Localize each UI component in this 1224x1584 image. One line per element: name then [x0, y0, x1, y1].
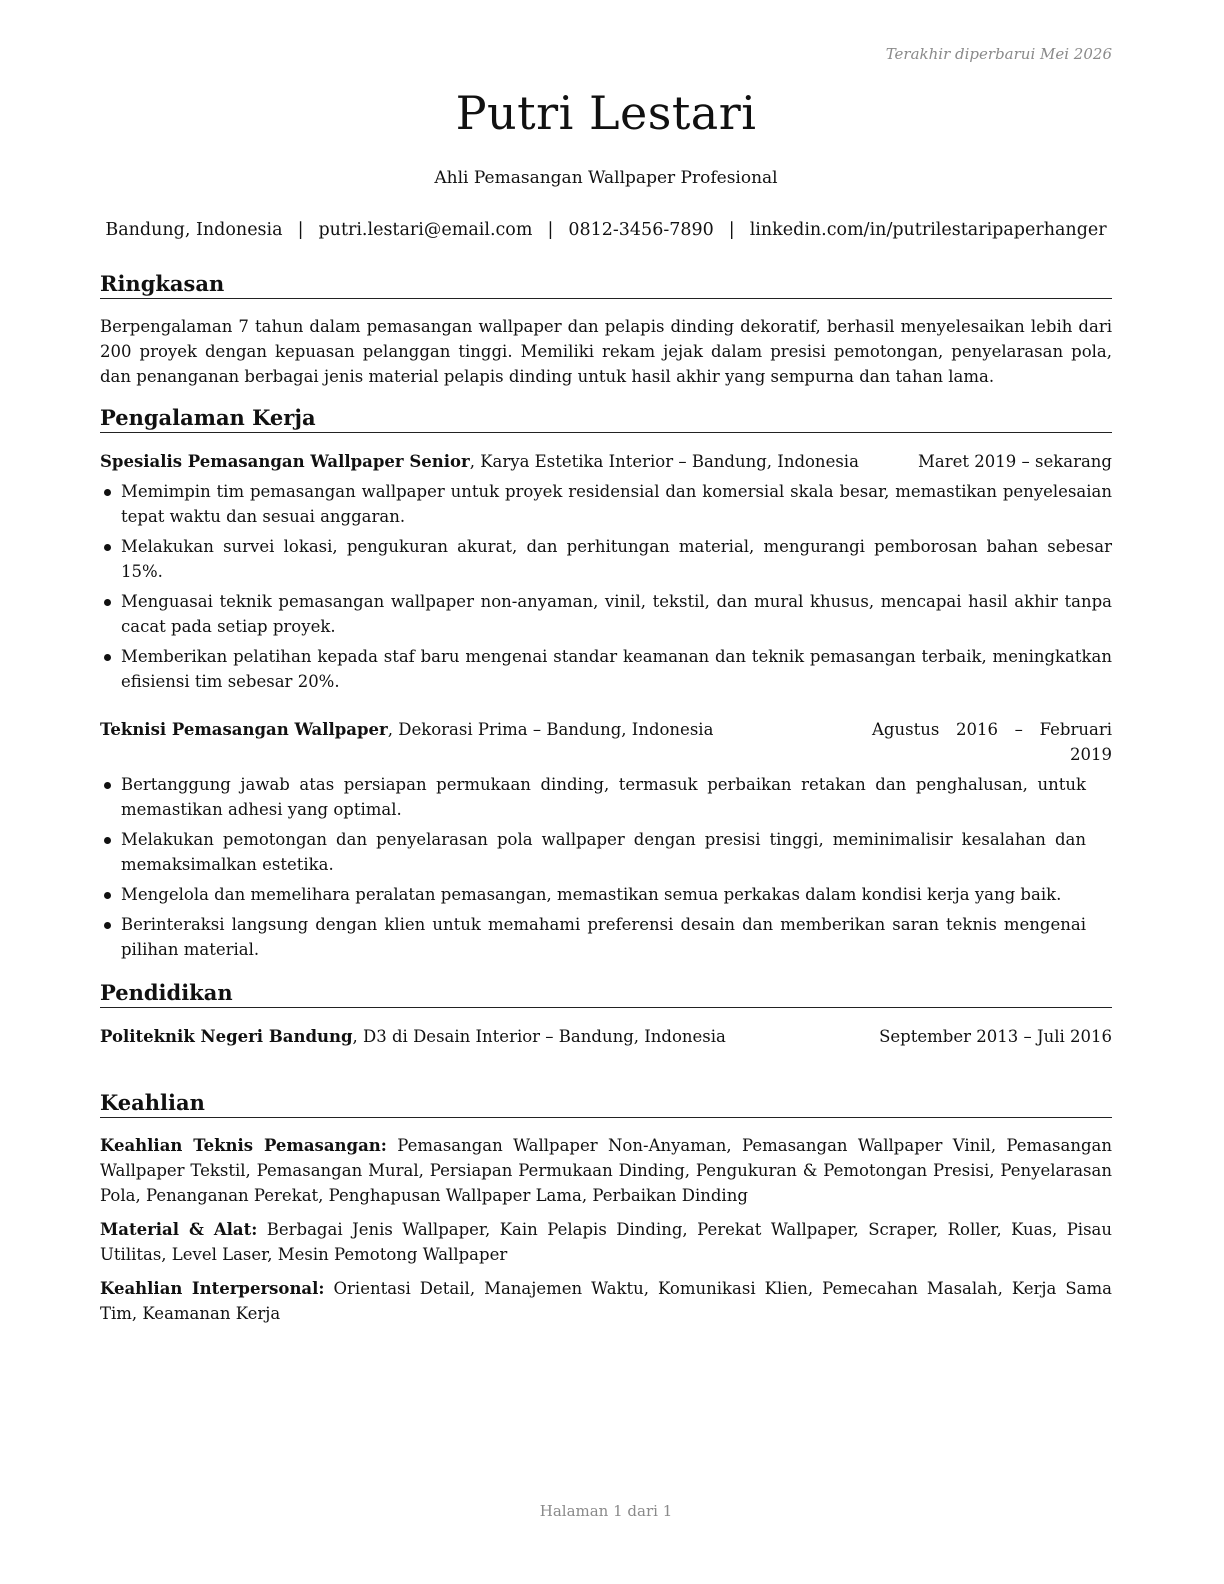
bullet-icon	[104, 922, 111, 929]
education-detail: , D3 di Desain Interior – Bandung, Indonesia	[352, 1027, 726, 1046]
skills-heading: Keahlian	[100, 1090, 1112, 1118]
contact-separator: |	[728, 220, 735, 240]
summary-heading: Ringkasan	[100, 271, 1112, 299]
bullet-text: Mengelola dan memelihara peralatan pemasangan, memastikan semua perkakas dalam kondisi kerja yang baik.	[121, 885, 1062, 904]
job-header	[100, 717, 1112, 764]
resume-page	[100, 0, 1112, 1584]
contact-line	[100, 220, 1112, 240]
bullet-text: Melakukan survei lokasi, pengukuran akurat, dan perhitungan material, mengurangi pemborosan bahan sebesar 15%.	[121, 537, 1112, 581]
job-company: , Karya Estetika Interior – Bandung, Indonesia	[469, 452, 859, 471]
job-header	[100, 449, 1112, 474]
bullet-text: Berinteraksi langsung dengan klien untuk memahami preferensi desain dan memberikan saran teknis mengenai pilihan material.	[121, 915, 1086, 959]
bullet-icon	[104, 599, 111, 606]
education-entry	[100, 1024, 1112, 1049]
skill-group-label: Material & Alat:	[100, 1220, 258, 1239]
job-bullet	[100, 534, 1112, 584]
education-heading: Pendidikan	[100, 980, 1112, 1008]
job-bullets	[100, 479, 1112, 699]
job-bullet	[100, 772, 1086, 822]
bullet-text: Menguasai teknik pemasangan wallpaper non-anyaman, vinil, tekstil, dan mural khusus, mencapai hasil akhir tanpa cacat pada setiap proyek.	[121, 592, 1112, 636]
contact-separator: |	[297, 220, 304, 240]
skill-group	[100, 1217, 1112, 1267]
bullet-text: Memberikan pelatihan kepada staf baru mengenai standar keamanan dan teknik pemasangan terbaik, meningkatkan efisiensi tim sebesar 20%.	[121, 647, 1112, 691]
job-bullet	[100, 644, 1112, 694]
skill-group-text: Orientasi Detail, Manajemen Waktu, Komunikasi Klien, Pemecahan Masalah, Kerja Sama Tim, Keamanan Kerja	[100, 1279, 1112, 1323]
bullet-icon	[104, 782, 111, 789]
summary-text: Berpengalaman 7 tahun dalam pemasangan wallpaper dan pelapis dinding dekoratif, berhasil menyelesaikan lebih dari 200 proyek dengan kepuasan pelanggan tinggi. Memiliki rekam jejak dalam presisi pemotongan, penyelarasan pola, dan penanganan berbagai jenis material pelapis dinding untuk hasil akhir yang sempurna dan tahan lama.	[100, 317, 1112, 386]
bullet-text: Bertanggung jawab atas persiapan permukaan dinding, termasuk perbaikan retakan dan penghalusan, untuk memastikan adhesi yang optimal.	[121, 775, 1086, 819]
page-footer: Halaman 1 dari 1	[539, 1502, 673, 1520]
skill-group	[100, 1133, 1112, 1208]
job-bullet	[100, 912, 1086, 962]
bullet-text: Melakukan pemotongan dan penyelarasan pola wallpaper dengan presisi tinggi, meminimalisir kesalahan dan memaksimalkan estetika.	[121, 830, 1086, 874]
job-bullet	[100, 882, 1086, 907]
job-bullet	[100, 589, 1112, 639]
contact-phone: 0812-3456-7890	[568, 220, 714, 240]
bullet-text: Memimpin tim pemasangan wallpaper untuk proyek residensial dan komersial skala besar, memastikan penyelesaian tepat waktu dan sesuai anggaran.	[121, 482, 1112, 526]
job-role: Spesialis Pemasangan Wallpaper Senior	[100, 452, 470, 471]
job-dates: Maret 2019 – sekarang	[918, 452, 1112, 471]
skill-group-text: Pemasangan Wallpaper Non-Anyaman, Pemasangan Wallpaper Vinil, Pemasangan Wallpaper Tekstil, Pemasangan Mural, Persiapan Permukaan Dinding, Pengukuran & Pemotongan Presisi, Penyelarasan Pola, Penanganan Perekat, Penghapusan Wallpaper Lama, Perbaikan Dinding	[100, 1136, 1112, 1205]
contact-email[interactable]: putri.lestari@email.com	[318, 220, 533, 240]
education-dates: September 2013 – Juli 2016	[879, 1027, 1112, 1046]
candidate-headline: Ahli Pemasangan Wallpaper Profesional	[434, 168, 778, 188]
bullet-icon	[104, 837, 111, 844]
bullet-icon	[104, 892, 111, 899]
job-dates: Agustus 2016 – Februari 2019	[872, 720, 1112, 764]
contact-linkedin[interactable]: linkedin.com/in/putrilestaripaperhanger	[749, 220, 1107, 240]
bullet-icon	[104, 489, 111, 496]
candidate-name: Putri Lestari	[455, 86, 757, 140]
job-company: , Dekorasi Prima – Bandung, Indonesia	[387, 720, 714, 739]
contact-location: Bandung, Indonesia	[105, 220, 283, 240]
job-bullets	[100, 772, 1086, 967]
contact-separator: |	[547, 220, 554, 240]
skill-group-label: Keahlian Teknis Pemasangan:	[100, 1136, 387, 1155]
skill-group-label: Keahlian Interpersonal:	[100, 1279, 325, 1298]
skill-group	[100, 1276, 1112, 1326]
skill-group-text: Berbagai Jenis Wallpaper, Kain Pelapis Dinding, Perekat Wallpaper, Scraper, Roller, Kuas, Pisau Utilitas, Level Laser, Mesin Pemotong Wallpaper	[100, 1220, 1113, 1264]
bullet-icon	[104, 544, 111, 551]
job-role: Teknisi Pemasangan Wallpaper	[100, 720, 388, 739]
bullet-icon	[104, 654, 111, 661]
last-updated-note: Terakhir diperbarui Mei 2026	[885, 45, 1112, 63]
experience-heading: Pengalaman Kerja	[100, 405, 1112, 433]
job-bullet	[100, 827, 1086, 877]
education-school: Politeknik Negeri Bandung	[100, 1027, 353, 1046]
job-bullet	[100, 479, 1112, 529]
